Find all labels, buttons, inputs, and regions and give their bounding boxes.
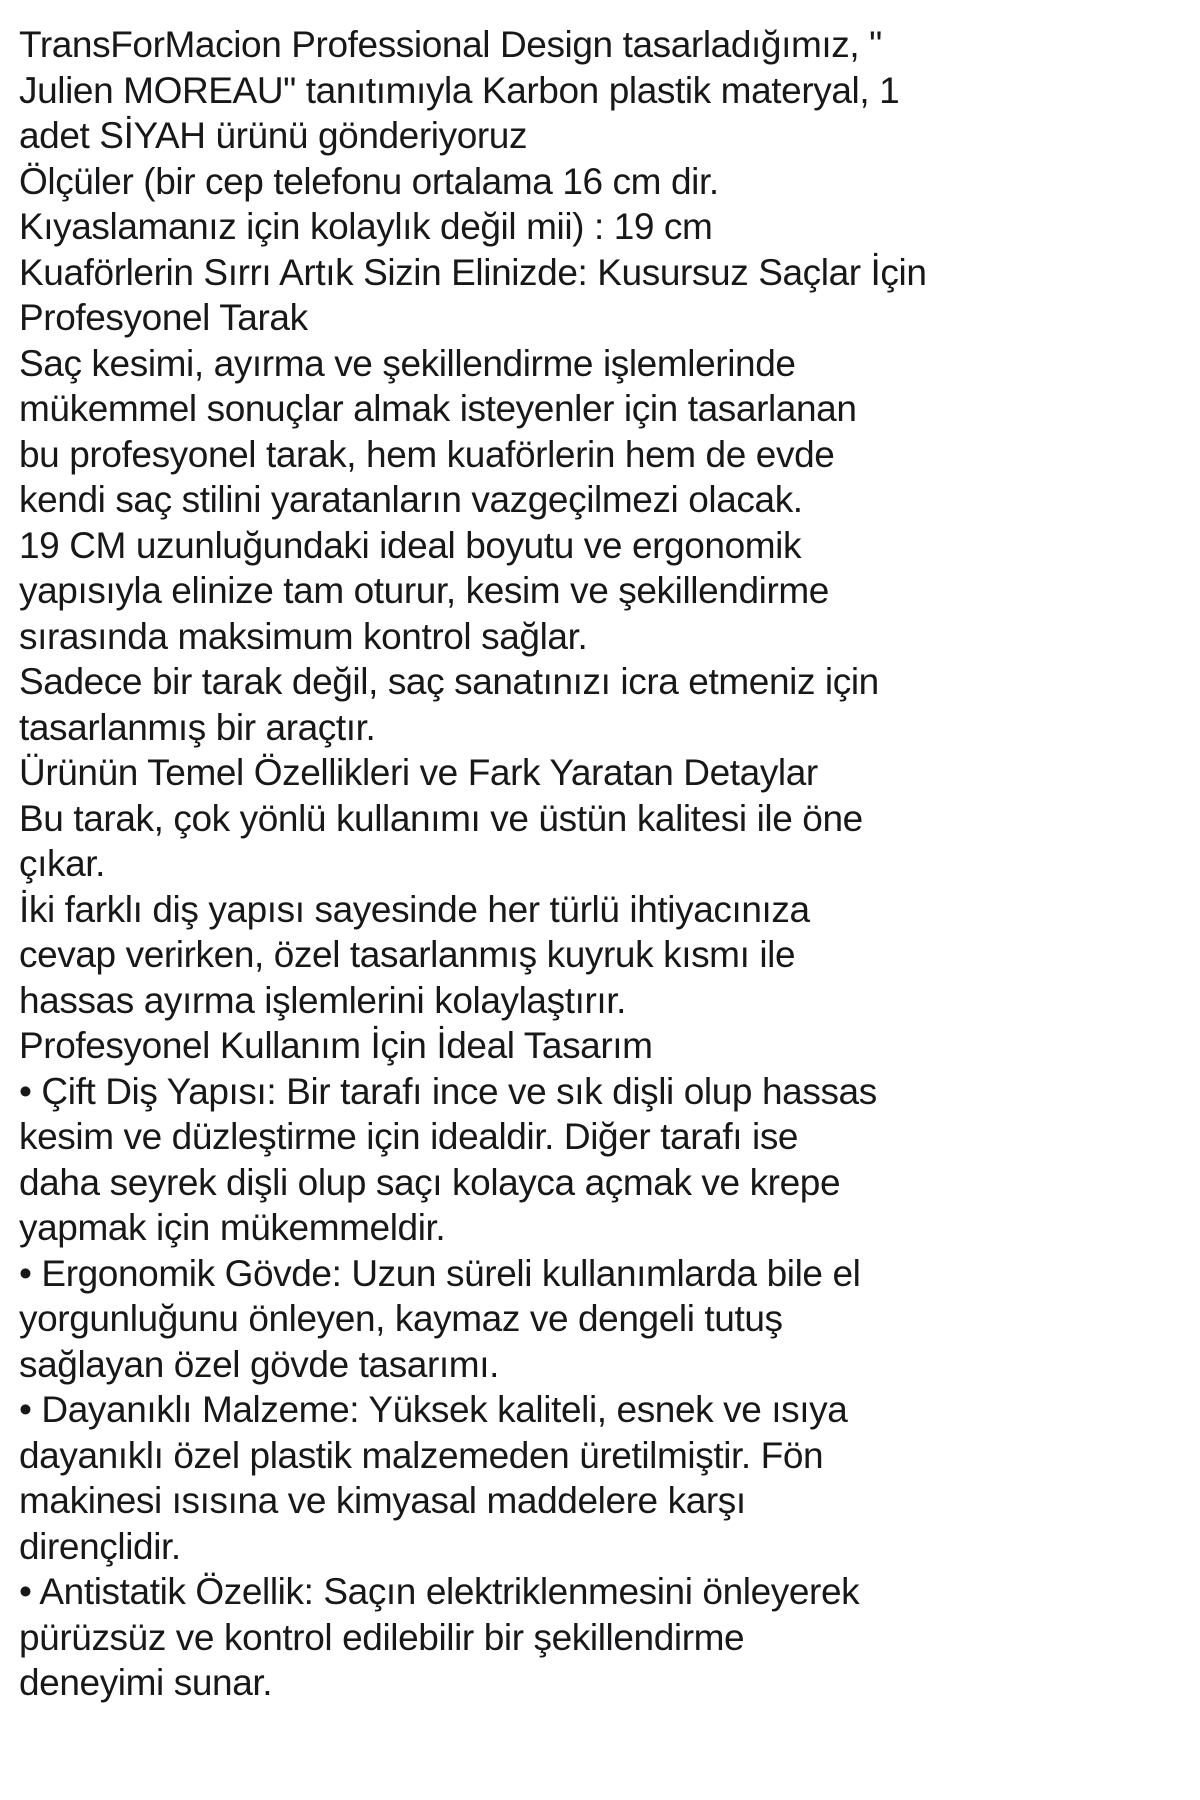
description-line: sağlayan özel gövde tasarımı. xyxy=(19,1343,499,1385)
description-line: daha seyrek dişli olup saçı kolayca açmak ve krepe xyxy=(19,1161,841,1203)
description-line: • Ergonomik Gövde: Uzun süreli kullanımlarda bile el xyxy=(19,1252,861,1294)
description-line: sırasında maksimum kontrol sağlar. xyxy=(19,615,588,657)
description-line: Kıyaslamanız için kolaylık değil mii) : 19 cm xyxy=(19,206,713,247)
description-line: Profesyonel Tarak xyxy=(19,297,308,338)
description-line: yapısıyla elinize tam oturur, kesim ve şekillendirme xyxy=(19,570,829,611)
description-line: Ölçüler (bir cep telefonu ortalama 16 cm dir. xyxy=(19,160,719,202)
description-line: dayanıklı özel plastik malzemeden üretilmiştir. Fön xyxy=(19,1434,824,1476)
description-line: İki farklı diş yapısı sayesinde her türlü ihtiyacınıza xyxy=(19,888,810,930)
description-line: • Çift Diş Yapısı: Bir tarafı ince ve sık dişli olup hassas xyxy=(19,1070,877,1112)
description-line: cevap verirken, özel tasarlanmış kuyruk kısmı ile xyxy=(19,934,796,975)
description-line: Profesyonel Kullanım İçin İdeal Tasarım xyxy=(19,1025,653,1066)
description-line: Saç kesimi, ayırma ve şekillendirme işlemlerinde xyxy=(19,342,796,384)
description-line: Julien MOREAU" tanıtımıyla Karbon plastik materyal, 1 xyxy=(19,69,900,111)
description-line: tasarlanmış bir araçtır. xyxy=(19,706,376,748)
description-line: yapmak için mükemmeldir. xyxy=(19,1207,446,1248)
description-line: pürüzsüz ve kontrol edilebilir bir şekillendirme xyxy=(19,1616,745,1658)
description-line: kesim ve düzleştirme için idealdir. Diğer tarafı ise xyxy=(19,1116,799,1157)
description-line: yorgunluğunu önleyen, kaymaz ve dengeli tutuş xyxy=(19,1298,783,1339)
description-line: makinesi ısısına ve kimyasal maddelere karşı xyxy=(19,1480,746,1521)
description-line: çıkar. xyxy=(19,843,106,884)
description-line: deneyimi sunar. xyxy=(19,1662,273,1703)
description-line: • Dayanıklı Malzeme: Yüksek kaliteli, esnek ve ısıya xyxy=(19,1389,848,1430)
description-line: 19 CM uzunluğundaki ideal boyutu ve ergonomik xyxy=(19,524,802,566)
description-line: Bu tarak, çok yönlü kullanımı ve üstün kalitesi ile öne xyxy=(19,797,863,839)
description-line: kendi saç stilini yaratanların vazgeçilmezi olacak. xyxy=(19,479,803,520)
description-line: Kuaförlerin Sırrı Artık Sizin Elinizde: Kusursuz Saçlar İçin xyxy=(19,251,927,293)
description-line: Ürünün Temel Özellikleri ve Fark Yaratan Detaylar xyxy=(19,752,818,793)
description-line: • Antistatik Özellik: Saçın elektriklenmesini önleyerek xyxy=(19,1571,860,1612)
description-line: bu profesyonel tarak, hem kuaförlerin hem de evde xyxy=(19,433,835,475)
description-line: Sadece bir tarak değil, saç sanatınızı icra etmeniz için xyxy=(19,661,879,702)
description-line: hassas ayırma işlemlerini kolaylaştırır. xyxy=(19,979,627,1021)
description-text-block xyxy=(19,22,1190,1706)
description-line: mükemmel sonuçlar almak isteyenler için tasarlanan xyxy=(19,388,857,429)
description-line: adet SİYAH ürünü gönderiyoruz xyxy=(19,115,528,156)
description-line: dirençlidir. xyxy=(19,1525,181,1567)
description-line: TransForMacion Professional Design tasarladığımız, " xyxy=(19,24,882,65)
